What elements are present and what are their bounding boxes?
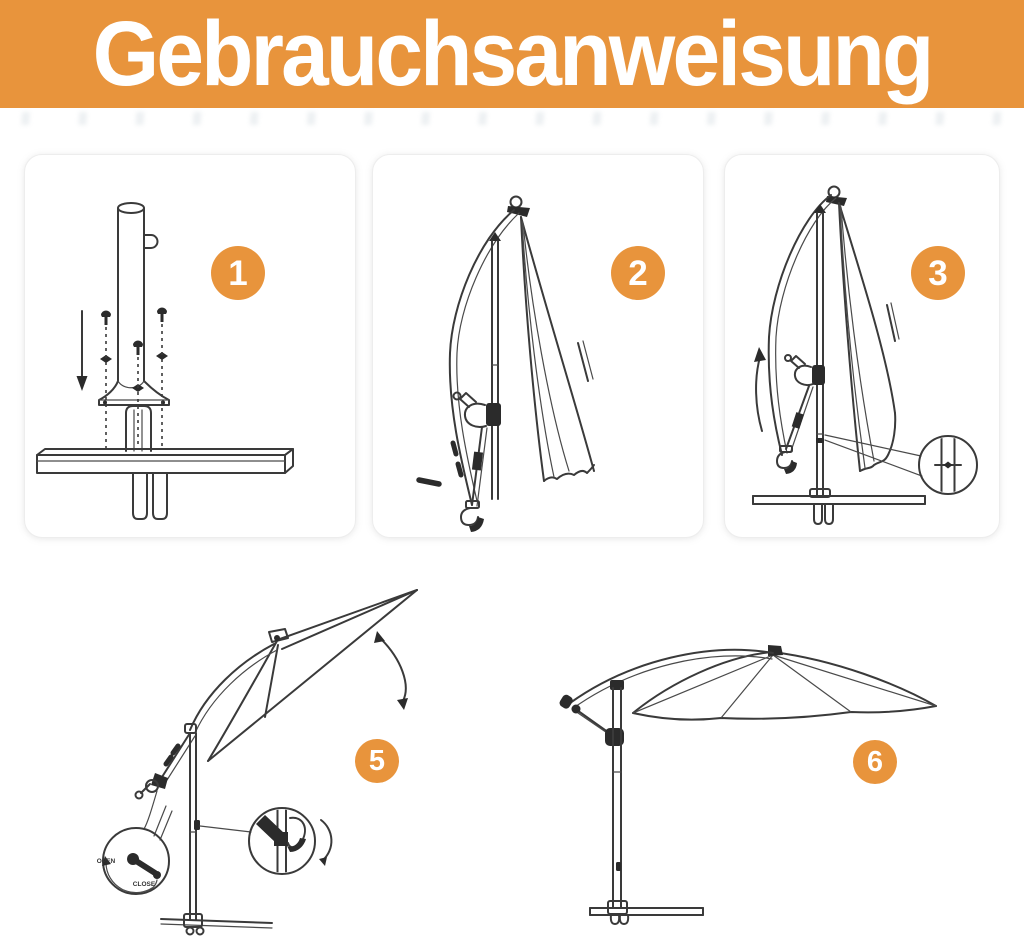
support-pole-drawing	[814, 204, 826, 496]
nut-icons	[100, 352, 168, 392]
step-6-badge	[853, 740, 897, 784]
close-label: CLOSE	[132, 881, 156, 888]
strap-detail-circle	[200, 808, 331, 874]
tilt-arrow-icon	[374, 631, 408, 710]
open-label: OPEN	[96, 858, 116, 865]
step-3-panel	[724, 154, 1000, 538]
step-2-panel	[372, 154, 704, 538]
step-1-number: 1	[228, 253, 248, 293]
mounting-plate-drawing	[99, 381, 169, 405]
curved-arm-drawing	[558, 650, 773, 710]
up-arrow-icon	[754, 347, 766, 431]
cross-base-drawing	[753, 489, 925, 524]
down-arrow-icon	[77, 311, 88, 391]
step-3-number: 3	[928, 253, 948, 293]
pin-icon	[419, 480, 439, 484]
pole-knob	[144, 235, 158, 248]
page-title: Gebrauchsanweisung	[92, 3, 932, 105]
canopy-hub	[768, 645, 783, 656]
tie-strap	[887, 305, 895, 341]
support-pole-drawing	[489, 232, 501, 499]
cross-base-drawing	[590, 901, 703, 924]
step-2-number: 2	[628, 253, 648, 293]
step-1-panel	[24, 154, 356, 538]
header-banner	[0, 0, 1024, 108]
cross-base-drawing	[37, 449, 293, 519]
closed-canopy-drawing	[521, 217, 594, 481]
curved-arm-drawing	[162, 644, 277, 780]
crank-detail-circle	[97, 806, 172, 894]
cross-base-drawing	[161, 914, 272, 935]
step-6-number: 6	[866, 745, 884, 778]
step-1-illustration	[25, 155, 355, 537]
pole-joint-detail-circle	[825, 435, 977, 494]
step-1-badge	[211, 246, 265, 300]
pole-strap	[194, 820, 200, 830]
closed-canopy-drawing	[839, 203, 899, 471]
faint-watermark-strip	[0, 112, 1024, 125]
step-5-number: 5	[368, 744, 386, 777]
step-2-illustration	[373, 155, 703, 537]
bolt-icons	[101, 308, 167, 356]
crank-drawing	[136, 773, 169, 829]
tilt-strut-drawing	[572, 705, 625, 747]
step-2-badge	[611, 246, 665, 300]
tie-strap	[578, 343, 588, 381]
step-5-illustration	[60, 570, 460, 950]
support-pole-drawing	[610, 680, 624, 907]
support-pole-drawing	[190, 733, 200, 920]
crank-handle	[133, 859, 155, 873]
step-3-illustration	[725, 155, 999, 537]
step-3-badge	[911, 246, 965, 300]
rotate-arc-icon	[321, 820, 331, 860]
step-5-badge	[355, 739, 399, 783]
step-6-illustration	[540, 600, 1010, 940]
curved-arm-drawing	[450, 210, 519, 505]
